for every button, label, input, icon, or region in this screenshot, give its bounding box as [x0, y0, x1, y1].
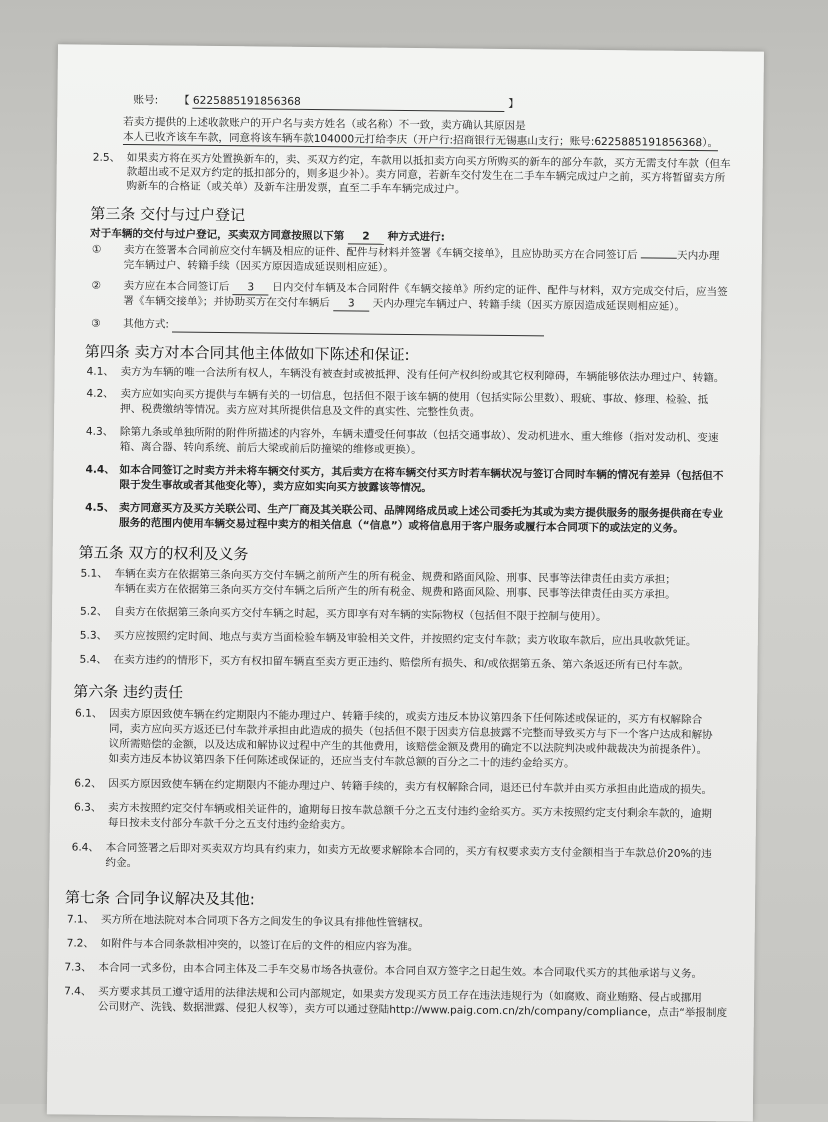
account-label: 账号:: [133, 94, 159, 107]
option-text: 卖方应在本合同签订后: [123, 280, 230, 294]
clause-text: 卖方同意买方及买方关联公司、生产厂商及其关联公司、品牌网络成员或上述公司委托为其或为卖方提供服务的服务提供商在专业: [119, 501, 724, 521]
clause-number: 4.5、: [85, 501, 115, 514]
clause-text: 除第九条或单独所附的附件所描述的内容外，车辆未遭受任何事故（包括交通事故）、发动机进水、重大维修（指对发动机、变速: [119, 425, 719, 445]
clause-text: 公司财产、洗钱、数据泄露、侵犯人权等），卖方可以通过登陆http://www.paig.com.cn/zh/company/compliance，点击“举报制度: [97, 1000, 728, 1020]
delivery-days-value: 3: [233, 280, 269, 295]
option-text: 署《车辆交接单》；并协助买方在交付车辆后: [123, 295, 330, 310]
section-4-title: 第四条 卖方对本合同其他主体做如下陈述和保证:: [84, 342, 410, 365]
clause-5-3: [80, 629, 697, 649]
clause-7-2: [67, 936, 419, 954]
clause-text: 买方要求其员工遵守适用的法律法规和公司内部规定，如果卖方发现买方员工存在违法违规行为（如腐败、商业贿赂、侵占或挪用: [98, 985, 702, 1005]
option-text: 天内办理完车辆过户、转籍手续（因买方原因造成延误则相应延）。: [372, 297, 686, 313]
clause-text: 如卖方违反本协议第四条下任何陈述或保证的，还应当支付车款总额的百分之二十的违约金给买方。: [108, 752, 575, 770]
clause-number: 6.3、: [73, 801, 102, 814]
clause-number: 4.1、: [86, 365, 115, 378]
clause-number: 7.2、: [66, 937, 95, 950]
clause-6-4: [72, 840, 712, 861]
clause-text: 本合同签署之后即对买卖双方均具有约束力，如卖方无故要求解除本合同的，买方有权要求卖方支付金额相当于车款总价20%的违: [105, 841, 712, 861]
clause-number: 6.1、: [74, 707, 103, 720]
section-5-title: 第五条 双方的权利及义务: [78, 543, 249, 564]
delivery-lead-end: 种方式进行:: [387, 230, 445, 244]
clause-text: 在卖方违约的情形下，买方有权扣留车辆直至卖方更正违约、赔偿所有损失、和/或依据第五条、第六条返还所有已付车款。: [113, 653, 690, 672]
option-text: 天内办理: [676, 249, 720, 263]
reason-text: 本人已收齐该车车款，同意将该车辆车款104000元打给李庆（开户行:招商银行无锡惠山支行；账号:6225885191856368）。: [122, 130, 719, 150]
clause-text: 同，卖方应向买方返还已付车款并承担由此造成的损失（包括但不限于因卖方信息披露不完整而导致买方与下一个客户达成和解协: [108, 722, 713, 742]
account-number: 6225885191856368: [193, 94, 505, 112]
clause-number: 2.5、: [92, 151, 121, 164]
clause-text: 如果卖方将在买方处置换新车的，卖、买双方约定，车款用以抵扣卖方向买方所购买的新车的部分车款，买方无需支付车款（但车: [126, 152, 731, 171]
clause-text: 款超出或不足双方约定的抵扣部分的，则多退少补）。卖方同意，若新车交付发生在二手车车辆完成过户之前，买方将暂留卖方所: [126, 166, 726, 185]
clause-7-3: [64, 960, 702, 981]
clause-text: 车辆在卖方在依据第三条向买方交付车辆之前所产生的所有税金、规费和路面风险、刑事、民事等法律责任由卖方承担；: [114, 567, 676, 586]
clause-text: 买方所在地法院对本合同项下各方之间发生的争议具有排他性管辖权。: [100, 913, 430, 930]
clause-number: 6.2、: [74, 777, 102, 790]
clause-number: 5.2、: [80, 605, 108, 618]
clause-text: 如附件与本合同条款相冲突的，以签订在后的文件的相应内容为准。: [100, 937, 419, 954]
contract-page: [47, 44, 764, 1121]
section-6-title: 第六条 违约责任: [73, 682, 184, 702]
account-bracket-close: 】: [508, 98, 519, 111]
clause-text: 卖方应如实向买方提供与车辆有关的一切信息，包括但不限于该车辆的使用（包括实际公里数）、瑕疵、事故、修理、检验、抵: [120, 387, 709, 407]
clause-text: 卖方为车辆的唯一合法所有权人，车辆没有被查封或被抵押、没有任何产权纠纷或其它权利障碍，车辆能够依法办理过户、转籍。: [120, 365, 725, 385]
clause-text: 每日按未支付部分车款千分之五支付违约金给卖方。: [107, 816, 352, 832]
option-text: 卖方在签署本合同前应交付车辆及相应的证件、配件与材料并签署《车辆交接单》，且应协助买方在合同签订后: [123, 244, 638, 262]
option-marker: ③: [91, 317, 101, 330]
clause-text: 自卖方在依据第三条向买方交付车辆之时起，买方即享有对车辆的实际物权（包括但不限于控制与使用）。: [114, 605, 607, 624]
clause-text: 购新车的合格证（或关单）及新车注册发票，直至二手车车辆完成过户。: [126, 180, 466, 196]
option-marker: ①: [91, 243, 102, 256]
clause-text: 约金。: [105, 856, 138, 870]
clause-text: 箱、离合器、转向系统、前后大梁或前后防撞梁的维修或更换）。: [119, 440, 422, 457]
clause-text: 车辆在卖方在依据第三条向买方交付车辆之后所产生的所有税金、规费和路面风险、刑事、民事等法律责任由买方承担。: [114, 582, 676, 601]
clause-text: 服务的范围内使用车辆交易过程中卖方的相关信息（“信息”）或将信息用于客户服务或履行本合同项下的或法定的义务。: [118, 516, 684, 535]
option-text: 其他方式:: [123, 318, 170, 331]
clause-text: 因买方原因致使车辆在约定期限内不能办理过户、转籍手续的，卖方有权解除合同，退还已付车款并由买方承担由此造成的损失。: [108, 777, 713, 797]
clause-text: 押、税费缴纳等情况。卖方应对其所提供信息及文件的真实性、完整性负责。: [120, 402, 481, 419]
transfer-days-value: 3: [333, 296, 369, 311]
clause-number: 6.4、: [71, 841, 100, 854]
clause-number: 5.4、: [79, 653, 108, 666]
account-bracket-open: 【: [178, 94, 190, 107]
section-7-title: 第七条 合同争议解决及其他:: [64, 888, 255, 909]
clause-text: 议所需赔偿的金额，以及达成和解协议过程中产生的其他费用，该赔偿金额及费用的确定不以法院判决或仲裁裁决为前提条件）。: [108, 737, 708, 757]
clause-text: 因卖方原因致使车辆在约定期限内不能办理过户、转籍手续的，或卖方违反本协议第四条下任何陈述或保证的，买方有权解除合: [108, 707, 703, 727]
clause-number: 4.2、: [86, 387, 114, 400]
clause-6-2: [74, 777, 712, 798]
clause-number: 5.1、: [80, 567, 108, 580]
clause-5-2: [80, 605, 607, 625]
option-text: 日内交付车辆及本合同附件《车辆交接单》所约定的证件、配件与材料，双方完成交付后，应当签: [272, 281, 728, 299]
clause-number: 5.3、: [79, 629, 108, 642]
clause-number: 4.4、: [85, 463, 116, 476]
section-3-title: 第三条 交付与过户登记: [90, 204, 246, 225]
delivery-lead: 对于车辆的交付与过户登记，买卖双方同意按照以下第: [89, 227, 345, 243]
clause-4-1: [87, 365, 725, 386]
clause-text: 限于发生事故或者其他变化等），卖方应如实向买方披露该等情况。: [119, 478, 432, 495]
clause-text: 卖方未按照约定交付车辆或相关证件的，逾期每日按车款总额千分之五支付违约金给买方。买方未按照约定支付剩余车款的，逾期: [107, 801, 712, 821]
option-text: 完车辆过户、转籍手续（因买方原因造成延误则相应延）。: [123, 259, 394, 274]
clause-number: 7.4、: [64, 985, 92, 998]
clause-7-1: [67, 912, 430, 930]
clause-5-4: [80, 653, 690, 673]
clause-number: 7.3、: [64, 961, 92, 974]
intro-line-2: [123, 130, 718, 151]
account-line: [133, 93, 519, 112]
clause-number: 4.3、: [85, 425, 114, 438]
intro-line-1: 若卖方提供的上述收款账户的开户名与卖方姓名（或名称）不一致，卖方确认其原因是: [123, 115, 526, 133]
clause-text: 本合同一式多份，由本合同主体及二手车交易市场各执壹份。本合同自双方签字之日起生效。本合同取代买方的其他承诺与义务。: [98, 961, 703, 981]
option-marker: ②: [91, 279, 102, 292]
clause-text: 买方应按照约定时间、地点与卖方当面检验车辆及审验相关文件，并按照约定支付车款；卖方收取车款后，应出具收款凭证。: [113, 629, 697, 649]
delivery-method-value: 2: [348, 229, 384, 244]
option-3: [91, 317, 544, 337]
clause-number: 7.1、: [66, 913, 95, 926]
clause-text: 如本合同签订之时卖方并未将车辆交付买方，其后卖方在将车辆交付买方时若车辆状况与签订合同时车辆的情况有差异（包括但不: [119, 463, 724, 483]
